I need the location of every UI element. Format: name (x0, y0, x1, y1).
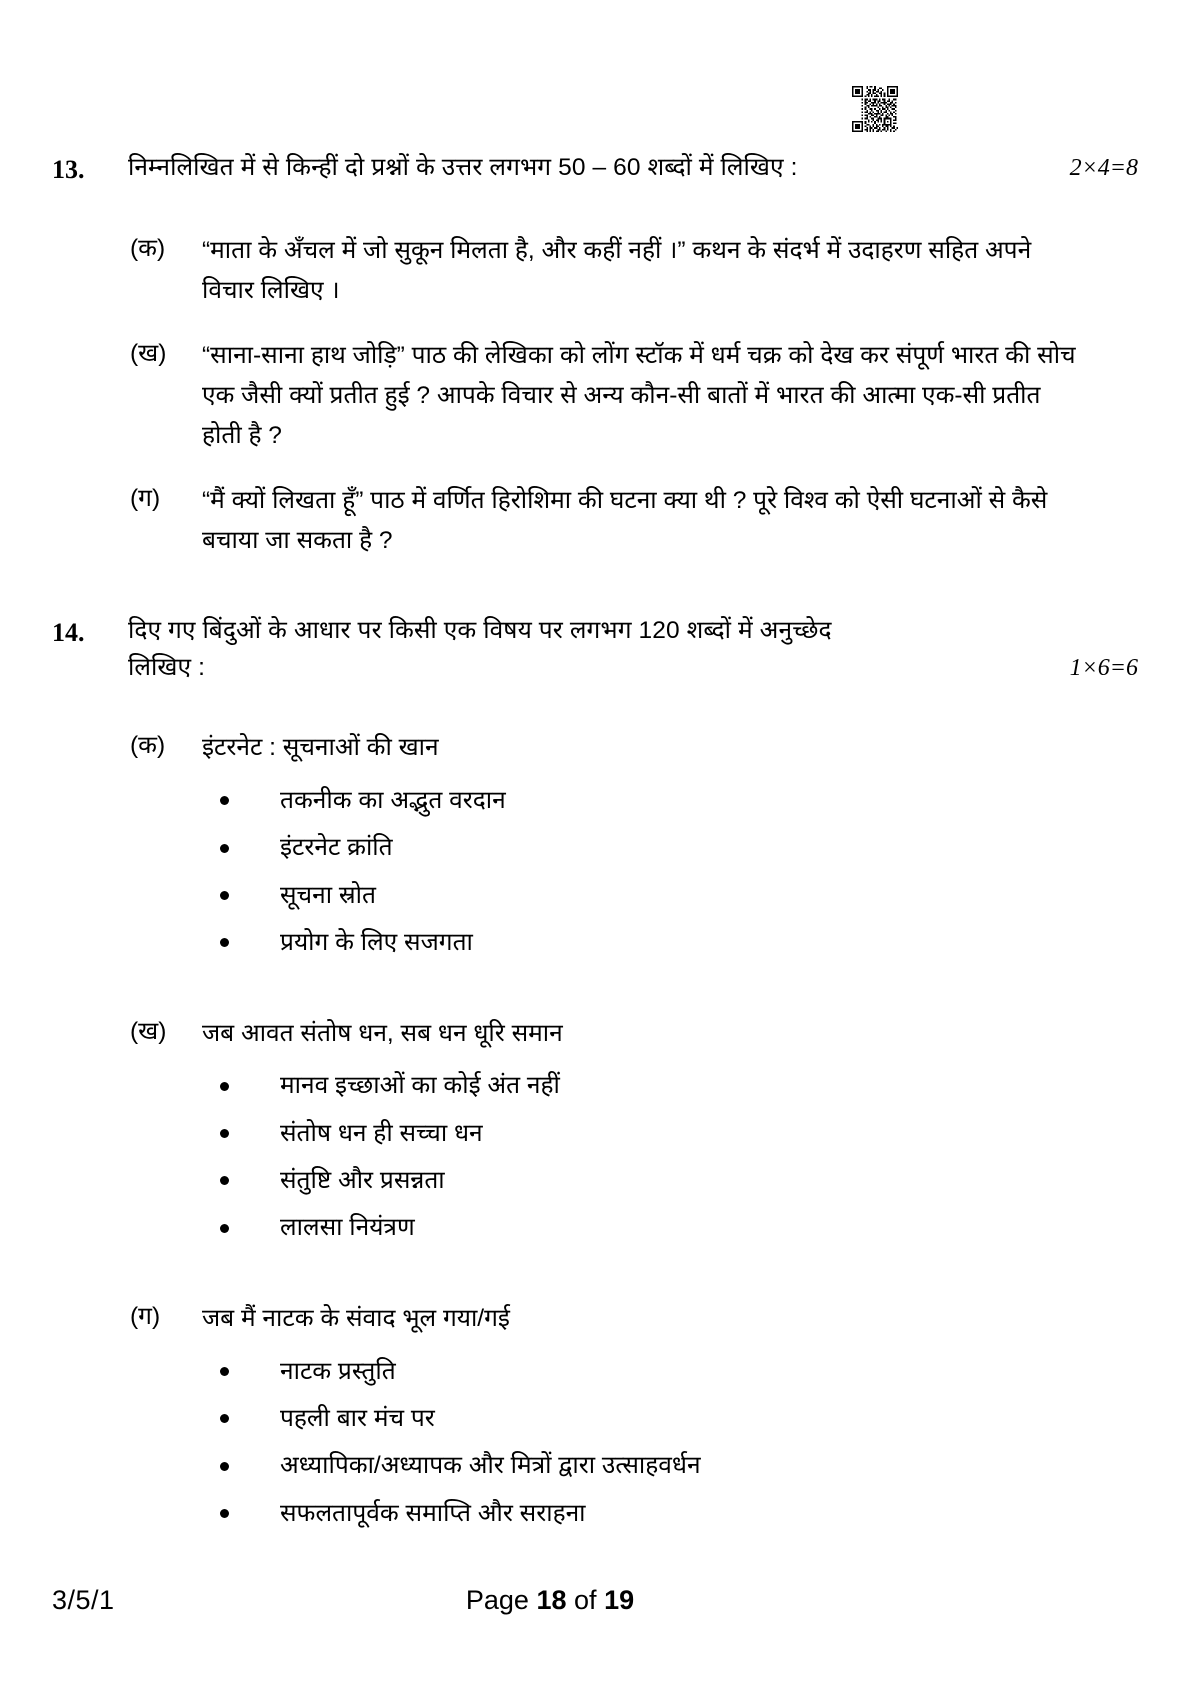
page-indicator-of: of (574, 1585, 597, 1615)
list-item-label: मानव इच्छाओं का कोई अंत नहीं (280, 1072, 560, 1100)
question-14-marks: 1×6=6 (1069, 654, 1138, 681)
question-14-part-kha (52, 1014, 1138, 1243)
part-label: (ग) (130, 1302, 161, 1330)
question-14-header (52, 613, 1138, 687)
list-item (202, 928, 1082, 957)
part-label: (ख) (130, 1017, 167, 1045)
question-13-part-kha (52, 336, 1138, 455)
part-text: जब आवत संतोष धन, सब धन धूरि समान (202, 1019, 563, 1047)
paper-code: 3/5/1 (52, 1585, 115, 1615)
list-item (202, 1499, 1082, 1528)
list-item-label: अध्यापिका/अध्यापक और मित्रों द्वारा उत्साहवर्धन (280, 1452, 701, 1480)
question-13-header (52, 150, 1138, 189)
part-body (202, 481, 1082, 560)
list-item-label: संतुष्टि और प्रसन्नता (280, 1167, 445, 1195)
part-body (202, 231, 1082, 310)
list-item (202, 1071, 1082, 1100)
list-item (202, 786, 1082, 815)
bullet-icon (220, 1509, 229, 1518)
question-13 (52, 150, 1138, 561)
bullet-icon (220, 891, 229, 900)
page-indicator (52, 1585, 1138, 1616)
page-footer (52, 1585, 1138, 1625)
part-points-list (202, 1357, 1082, 1529)
part-body (202, 728, 1082, 957)
bullet-icon (220, 844, 229, 853)
bullet-icon (220, 796, 229, 805)
question-13-number: 13. (52, 155, 85, 184)
question-content (52, 150, 1138, 1528)
part-body (202, 1014, 1082, 1243)
list-item (202, 1357, 1082, 1386)
part-text: “माता के अँचल में जो सुकून मिलता है, और कहीं नहीं ।” कथन के संदर्भ में उदाहरण सहित अपने विचार लिखिए । (202, 237, 1032, 304)
part-label: (ख) (130, 340, 167, 368)
question-14-stem-line1: दिए गए बिंदुओं के आधार पर किसी एक विषय पर लगभग 120 शब्दों में अनुच्छेद (128, 616, 832, 644)
part-label: (क) (130, 732, 166, 760)
list-item (202, 1166, 1082, 1195)
list-item-label: संतोष धन ही सच्चा धन (280, 1119, 483, 1147)
list-item-label: इंटरनेट क्रांति (280, 834, 393, 862)
bullet-icon (220, 1082, 229, 1091)
list-item (202, 1404, 1082, 1433)
part-body (202, 336, 1082, 455)
qr-code-icon (852, 86, 898, 132)
part-points-list (202, 1071, 1082, 1243)
question-14-part-ka (52, 728, 1138, 957)
list-item (202, 833, 1082, 862)
list-item-label: प्रयोग के लिए सजगता (280, 929, 473, 957)
part-points-list (202, 786, 1082, 958)
list-item-label: लालसा नियंत्रण (280, 1214, 415, 1242)
question-13-stem: निम्नलिखित में से किन्हीं दो प्रश्नों के उत्तर लगभग 50 – 60 शब्दों में लिखिए : (128, 154, 798, 181)
bullet-icon (220, 938, 229, 947)
question-14 (52, 613, 1138, 1528)
question-14-stem-wrap (128, 613, 1138, 687)
list-item-label: सफलतापूर्वक समाप्ति और सराहना (280, 1499, 586, 1527)
list-item (202, 1213, 1082, 1242)
part-text: “साना-साना हाथ जोड़ि” पाठ की लेखिका को लोंग स्टॉक में धर्म चक्र को देख कर संपूर्ण भारत की सोच एक जैसी क्यों प्रतीत हुई ? आपके विचार से अन्य कौन-सी बातों में भारत की आत्मा एक-सी प्रतीत होती है ? (202, 342, 1076, 449)
list-item (202, 881, 1082, 910)
list-item-label: तकनीक का अद्भुत वरदान (280, 787, 506, 814)
list-item-label: नाटक प्रस्तुति (280, 1357, 396, 1385)
question-13-part-ga (52, 481, 1138, 560)
list-item-label: सूचना स्रोत (280, 881, 376, 909)
page-indicator-total: 19 (604, 1585, 635, 1615)
bullet-icon (220, 1176, 229, 1185)
bullet-icon (220, 1224, 229, 1233)
list-item (202, 1119, 1082, 1148)
bullet-icon (220, 1414, 229, 1423)
question-13-marks: 2×4=8 (1069, 155, 1138, 181)
part-text: इंटरनेट : सूचनाओं की खान (202, 734, 439, 762)
part-body (202, 1299, 1082, 1528)
list-item-label: पहली बार मंच पर (280, 1404, 435, 1432)
bullet-icon (220, 1462, 229, 1471)
page-indicator-prefix: Page (465, 1585, 529, 1615)
part-text: जब मैं नाटक के संवाद भूल गया/गई (202, 1304, 510, 1332)
question-14-stem-line2: लिखिए : (128, 653, 206, 681)
list-item (202, 1451, 1082, 1480)
page-indicator-number: 18 (536, 1585, 567, 1615)
part-label: (ग) (130, 485, 161, 513)
bullet-icon (220, 1367, 229, 1376)
bullet-icon (220, 1129, 229, 1138)
question-14-part-ga (52, 1299, 1138, 1528)
question-13-part-ka (52, 231, 1138, 310)
question-14-number: 14. (52, 617, 85, 647)
part-text: “मैं क्यों लिखता हूँ” पाठ में वर्णित हिरोशिमा की घटना क्या थी ? पूरे विश्व को ऐसी घटनाओं से कैसे बचाया जा सकता है ? (202, 487, 1048, 555)
part-label: (क) (130, 235, 166, 262)
